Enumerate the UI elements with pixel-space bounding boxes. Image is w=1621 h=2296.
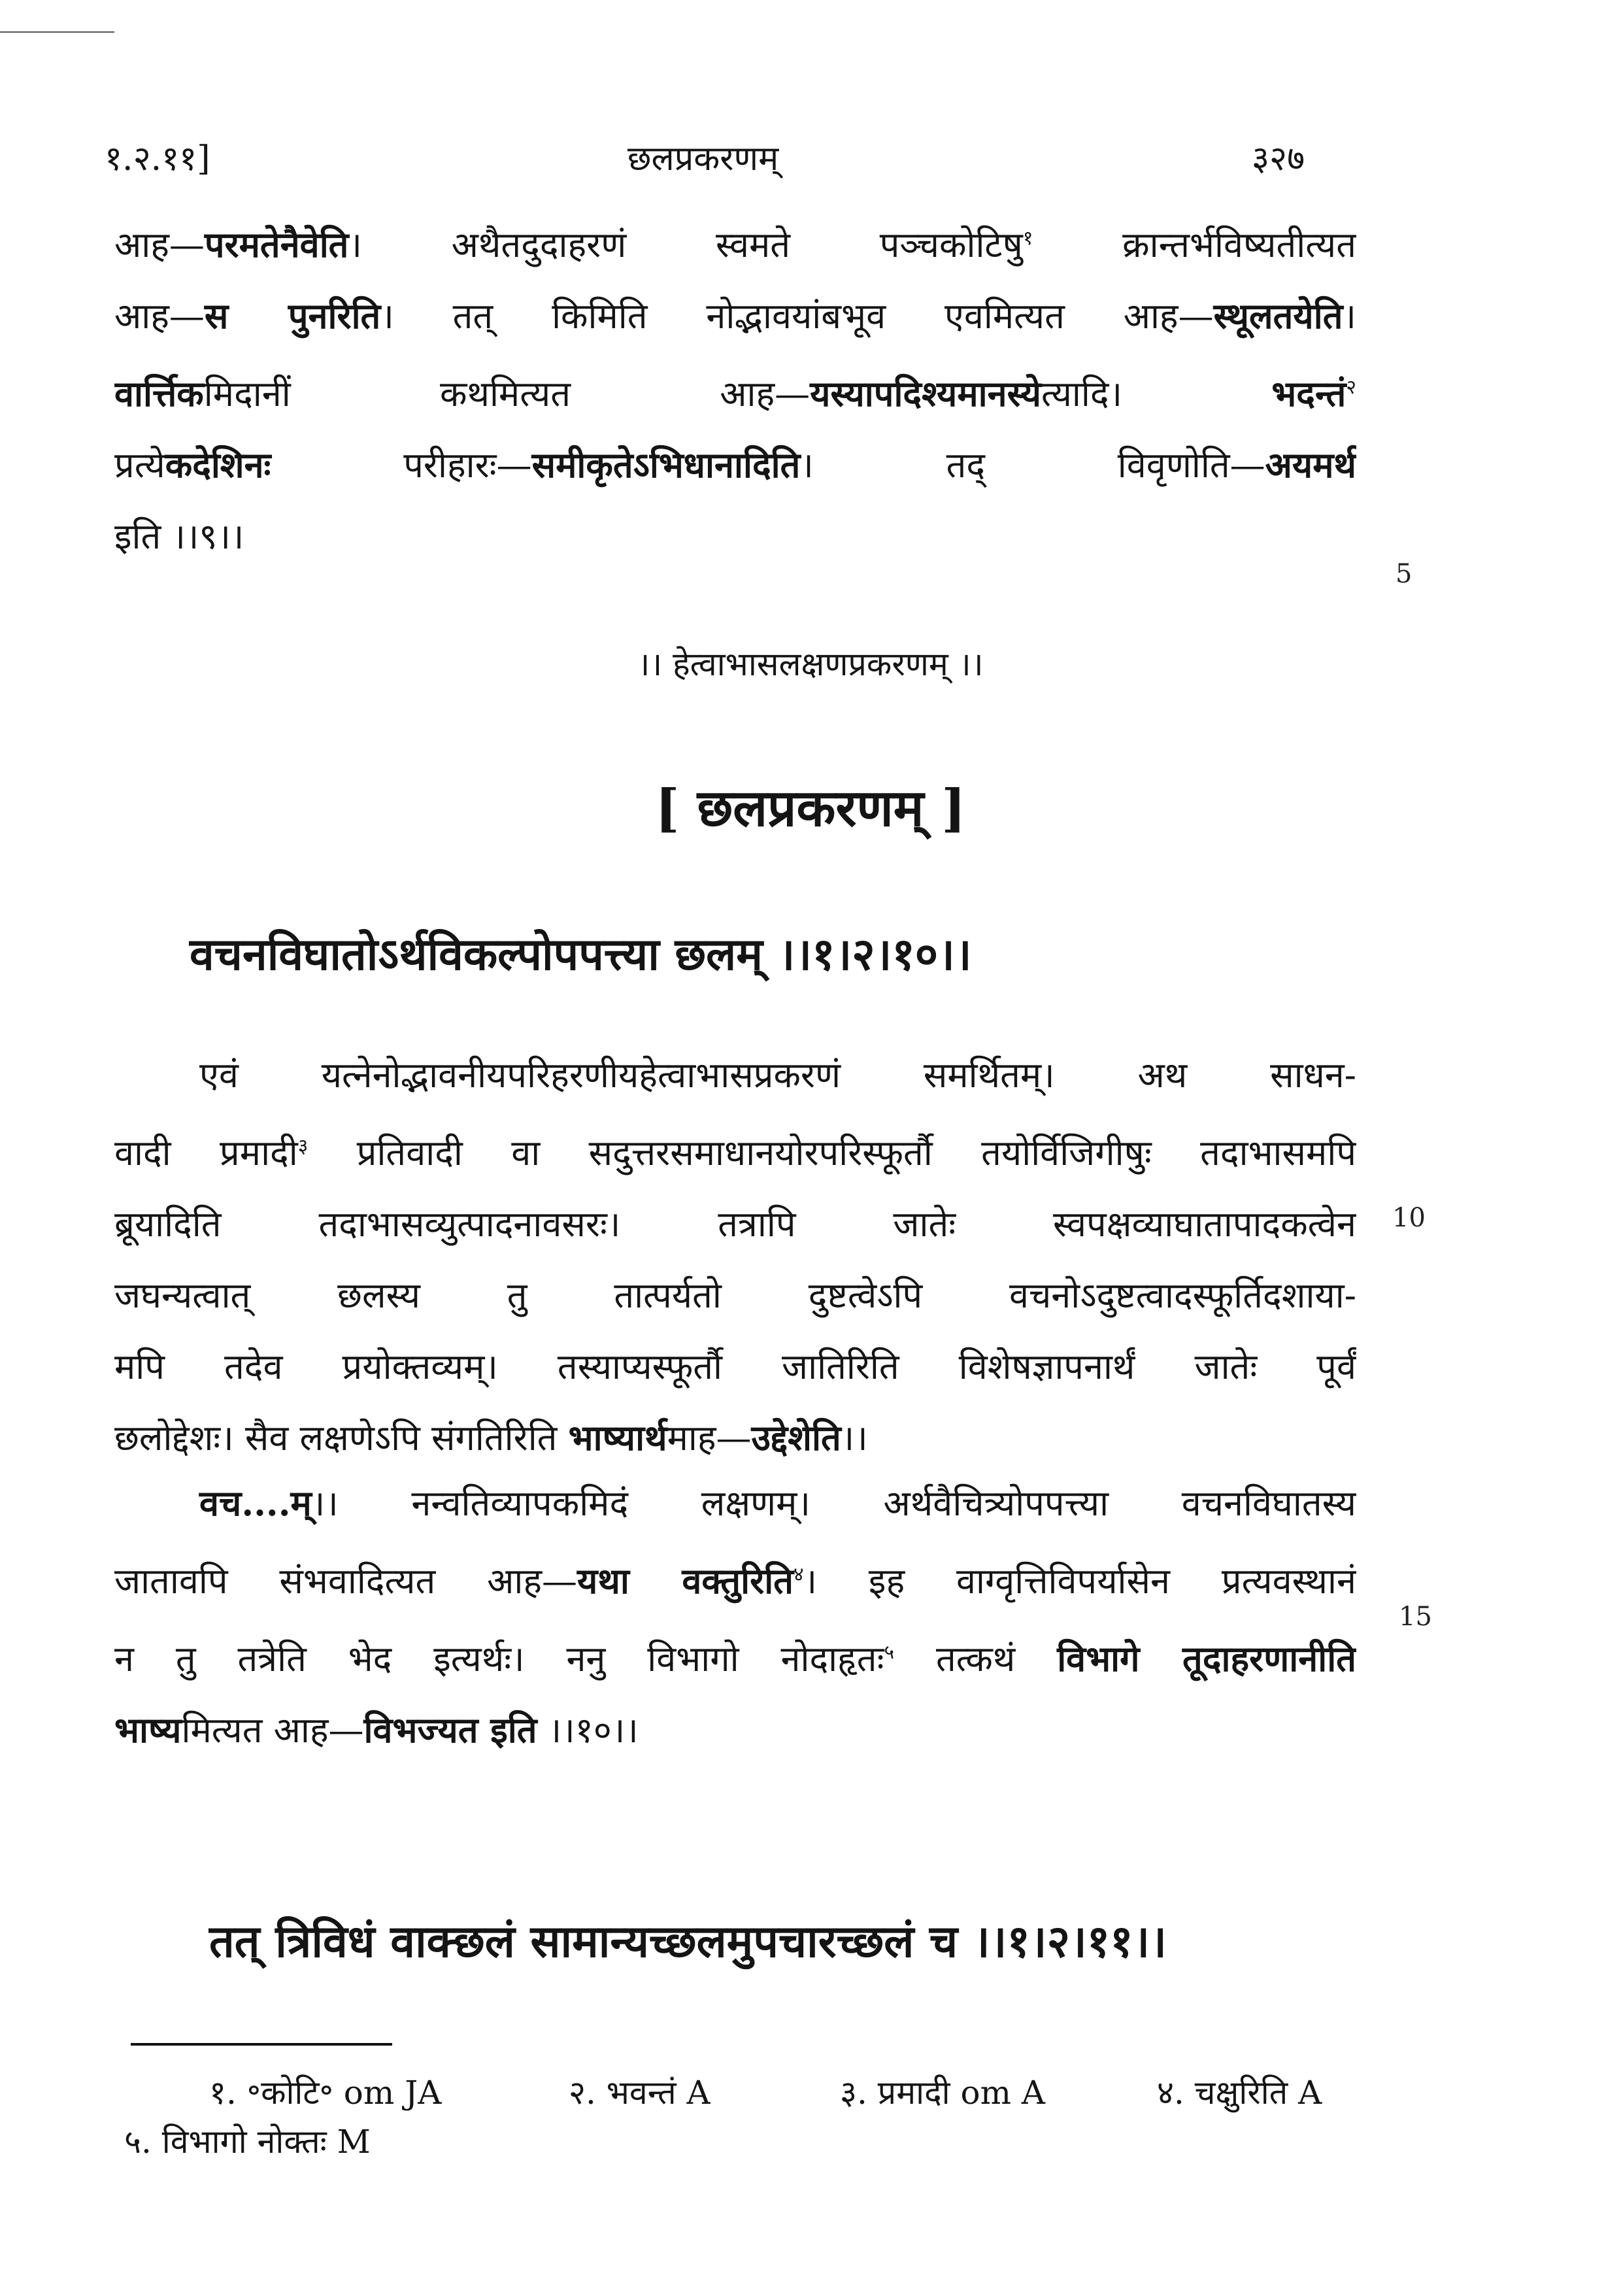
text-line: आह—परमतेनैवेति। अथैतदुदाहरणं स्वमते पञ्चकोटिषु$^१$ क्रान्तर्भविष्यतीत्यत <box>114 224 1356 265</box>
footnote-2: २. भवन्तं A <box>569 2074 710 2112</box>
footnote-1: १. ॰कोटि॰ om JA <box>209 2074 442 2112</box>
section-heading: [ छलप्रकरणम् ] <box>655 779 966 838</box>
text-line: इति ।।९।। <box>114 516 244 557</box>
text-line: छलोद्देशः। सैव लक्षणेऽपि संगतिरिति भाष्यार्थमाह—उद्देशेति।। <box>114 1417 868 1459</box>
text-line: ब्रूयादिति तदाभासव्युत्पादनावसरः। तत्रापि जातेः स्वपक्षव्याघातापादकत्वेन <box>114 1204 1356 1245</box>
sutra-1-2-11: तत् त्रिविधं वाक्छलं सामान्यच्छलमुपचारच्छलं च ।।१।२।११।। <box>209 1916 1167 1968</box>
text-line: एवं यत्नेनोद्भावनीयपरिहरणीयहेत्वाभासप्रकरणं समर्थितम्। अथ साधन- <box>199 1055 1356 1096</box>
text-line: आह—स पुनरिति। तत् किमिति नोद्भावयांबभूव एवमित्यत आह—स्थूलतयेति। <box>114 295 1356 337</box>
text-line: वच....म्।। नन्वतिव्यापकमिदं लक्षणम्। अर्थवैचित्र्योपपत्त्या वचनविघातस्य <box>199 1482 1356 1524</box>
line-number-15: 15 <box>1399 1602 1432 1632</box>
text-line: वादी प्रमादी$^३$ प्रतिवादी वा सदुत्तरसमाधानयोरपरिस्फूर्तौ तयोर्विजिगीषुः तदाभासमपि <box>114 1132 1356 1173</box>
line-number-5: 5 <box>1395 559 1412 589</box>
running-title: छलप्रकरणम् <box>627 139 779 178</box>
text-line: न तु तत्रेति भेद इत्यर्थः। ननु विभागो नोदाहृतः$^५$ तत्कथं विभागे तूदाहरणानीति <box>114 1638 1356 1680</box>
text-line: जातावपि संभवादित्यत आह—यथा वक्तुरिति$^४$। इह वाग्वृत्तिविपर्यासेन प्रत्यवस्थानं <box>114 1560 1356 1602</box>
footnote-3: ३. प्रमादी om A <box>840 2074 1045 2112</box>
page-number: ३२७ <box>1252 139 1305 178</box>
line-number-10: 10 <box>1392 1203 1426 1233</box>
text-line: प्रत्येकदेशिनः परीहारः—समीकृतेऽभिधानादिति। तद् विवृणोति—अयमर्थ <box>114 444 1356 486</box>
commentary-paragraph-3 <box>114 1468 1356 1766</box>
text-line: मपि तदेव प्रयोक्तव्यम्। तस्याप्यस्फूर्तौ जातिरिति विशेषज्ञापनार्थं जातेः पूर्वं <box>114 1346 1356 1387</box>
text-line: जघन्यत्वात् छलस्य तु तात्पर्यतो दुष्टत्वेऽपि वचनोऽदुष्टत्वादस्फूर्तिदशाया- <box>114 1275 1356 1316</box>
text-line: वार्त्तिकमिदानीं कथमित्यत आह—यस्यापदिश्यमानस्येत्यादि। भदन्तं$^२$ <box>114 373 1356 414</box>
commentary-paragraph-1 <box>114 203 1356 572</box>
commentary-paragraph-2 <box>114 1039 1356 1474</box>
footnote-4: ४. चक्षुरिति A <box>1157 2074 1322 2112</box>
footnote-5: ५. विभागो नोक्तः M <box>124 2123 371 2161</box>
footnote-rule <box>131 2043 392 2046</box>
colophon: ।। हेत्वाभासलक्षणप्रकरणम् ।। <box>637 645 984 683</box>
section-reference: १.२.११] <box>105 139 210 178</box>
top-rule <box>0 31 114 33</box>
sutra-1-2-10: वचनविघातोऽर्थविकल्पोपपत्त्या छलम् ।।१।२।१०।। <box>190 928 972 981</box>
text-line: भाष्यमित्यत आह—विभज्यत इति ।।१०।। <box>114 1709 639 1751</box>
